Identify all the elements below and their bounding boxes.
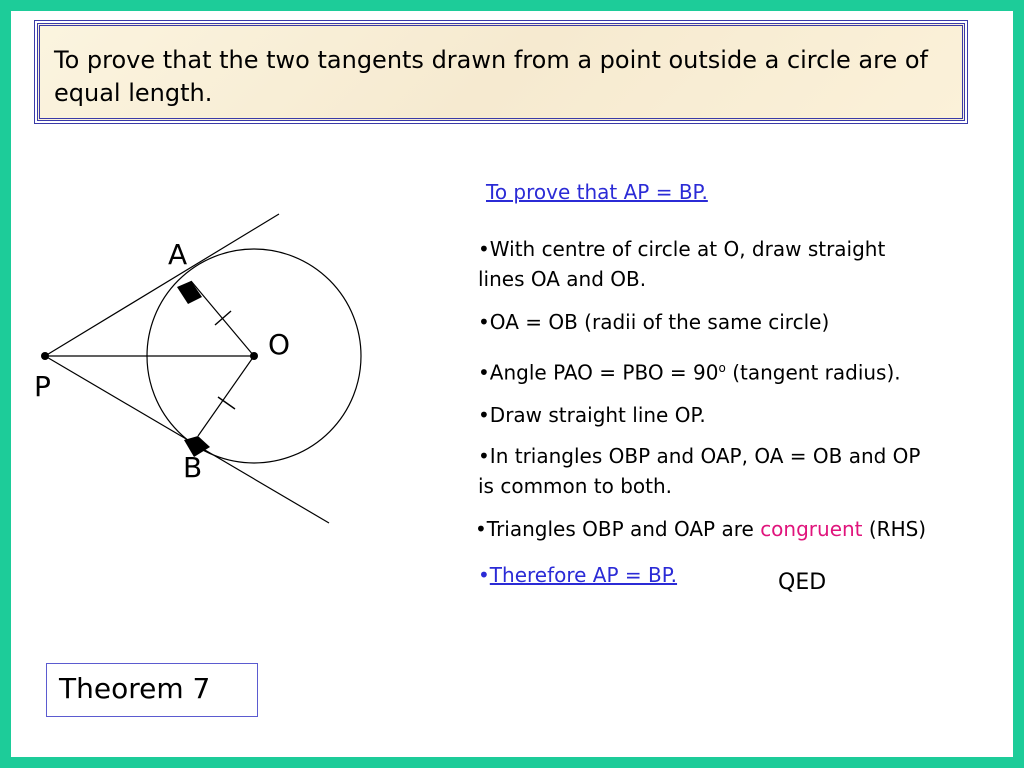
step-5-line-1: •In triangles OBP and OAP, OA = OB and OP xyxy=(478,444,921,468)
degree-superscript: o xyxy=(718,361,726,375)
step-3-post: (tangent radius). xyxy=(725,360,901,385)
slide xyxy=(11,11,1013,757)
step-1-line-1: •With centre of circle at O, draw straight xyxy=(478,237,886,261)
radius-ob xyxy=(198,356,254,436)
step-1-line-2: lines OA and OB. xyxy=(478,267,647,291)
right-angle-marker-a xyxy=(177,281,202,304)
step-7-bullet: • xyxy=(478,563,490,587)
qed-label: QED xyxy=(778,570,827,595)
step-6-pre: •Triangles OBP and OAP are xyxy=(475,517,761,541)
step-3 xyxy=(478,353,901,388)
label-a: A xyxy=(168,238,188,271)
step-7-conclusion: Therefore AP = BP. xyxy=(489,563,678,587)
step-3-pre: •Angle PAO = PBO = 90 xyxy=(478,360,719,385)
step-6-post: (RHS) xyxy=(862,517,927,541)
to-prove-heading: To prove that AP = BP. xyxy=(486,180,708,204)
step-6 xyxy=(475,514,926,544)
point-p xyxy=(41,352,49,360)
point-o xyxy=(250,352,258,360)
step-2: •OA = OB (radii of the same circle) xyxy=(478,310,830,334)
label-b: B xyxy=(183,451,203,484)
label-o: O xyxy=(268,328,291,361)
title-text: To prove that the two tangents drawn from a point outside a circle are of equal length. xyxy=(54,46,928,107)
label-p: P xyxy=(34,370,51,403)
theorem-box xyxy=(46,663,258,717)
step-5-line-2: is common to both. xyxy=(478,474,673,498)
theorem-label: Theorem 7 xyxy=(59,672,211,705)
tangent-line-pa xyxy=(45,214,279,356)
step-7 xyxy=(478,560,677,590)
congruent-highlight: congruent xyxy=(760,517,863,541)
step-4: •Draw straight line OP. xyxy=(478,403,706,427)
